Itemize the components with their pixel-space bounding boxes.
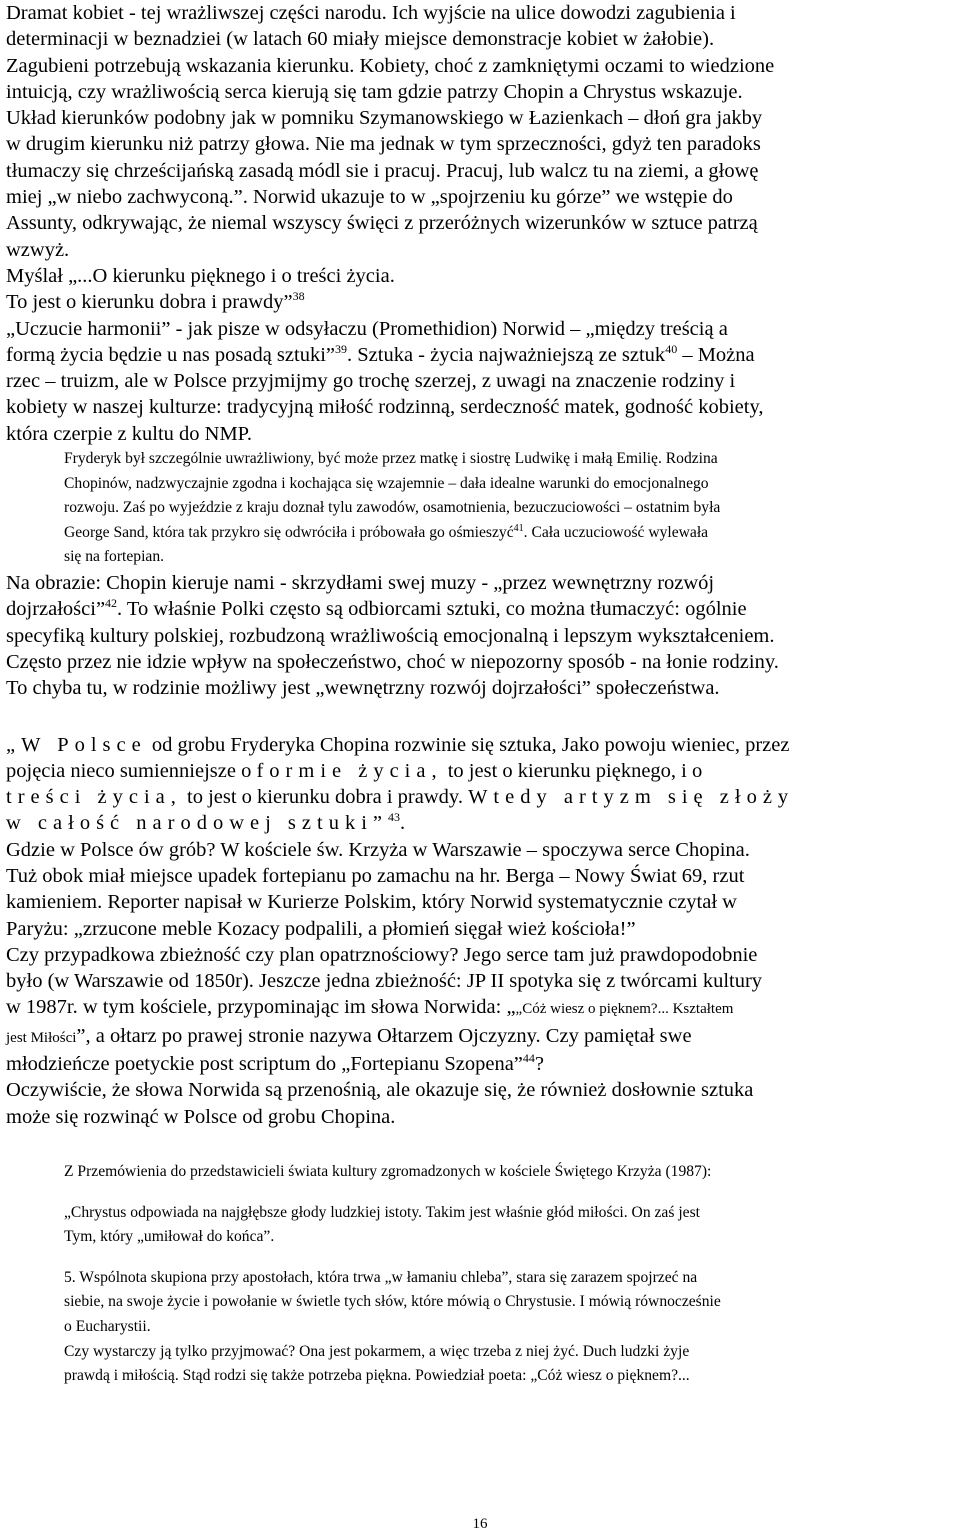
text-line: Assunty, odkrywając, że niemal wszyscy święci z przeróżnych wizerunków w sztuce patrzą bbox=[6, 212, 758, 235]
footnote-ref-44: 44 bbox=[522, 1051, 535, 1066]
paragraph-3 bbox=[6, 732, 954, 1130]
text-span: formą życia będzie u nas posadą sztuki” bbox=[6, 343, 336, 366]
text-span: w 1987r. w tym kościele, przypominając im słowa Norwida: „ bbox=[6, 996, 516, 1019]
speech-line: 5. Wspólnota skupiona przy apostołach, która trwa „w łamaniu chleba”, stara się zarazem spojrzeć na bbox=[64, 1268, 698, 1286]
quote-line: rozwoju. Zaś po wyjeździe z kraju doznał tylu zawodów, osamotnienia, bezuczuciowości – ostatnim była bbox=[64, 499, 721, 517]
spaced-text: Wtedy artyzm się złoży bbox=[468, 786, 795, 809]
text-span: George Sand, która tak przykro się odwróciła i próbowała go ośmieszyć bbox=[64, 523, 514, 541]
text-line: miej „w niebo zachwyconą.”. Norwid ukazuje to w „spojrzeniu ku górze” we wstępie do bbox=[6, 186, 733, 209]
text-span: pojęcia nieco sumienniejsze o bbox=[6, 759, 257, 782]
quote-line: się na fortepian. bbox=[64, 548, 165, 566]
text-span: – Można bbox=[677, 343, 755, 366]
document-page bbox=[6, 0, 954, 1389]
spacer bbox=[6, 702, 954, 732]
small-text: jest Miłości bbox=[6, 1029, 77, 1046]
spacer bbox=[6, 1130, 954, 1160]
text-line: specyfiką kultury polskiej, rozbudzoną wrażliwością emocjonalną i lepszym wykształceniem. bbox=[6, 624, 775, 647]
footnote-ref-41: 41 bbox=[513, 522, 524, 534]
speech-block bbox=[6, 1160, 954, 1389]
text-line: Gdzie w Polsce ów grób? W kościele św. Krzyża w Warszawie – spoczywa serce Chopina. bbox=[6, 838, 750, 861]
speech-line: „Chrystus odpowiada na najgłębsze głody ludzkiej istoty. Takim jest właśnie głód miłości. On zaś jest bbox=[64, 1203, 700, 1221]
text-line: która czerpie z kultu do NMP. bbox=[6, 422, 252, 445]
text-line bbox=[6, 342, 954, 368]
quote-line bbox=[64, 521, 954, 546]
text-line: wzwyż. bbox=[6, 238, 70, 261]
text-line: kobiety w naszej kulturze: tradycyjną miłość rodzinną, serdeczność matek, godność kobiety, bbox=[6, 396, 764, 419]
text-line bbox=[6, 732, 954, 758]
text-line: Tuż obok miał miejsce upadek fortepianu po zamachu na hr. Berga – Nowy Świat 69, rzut bbox=[6, 864, 745, 887]
text-line: Myślał „...O kierunku pięknego i o treści życia. bbox=[6, 264, 395, 287]
text-span: to jest o kierunku pięknego, i o bbox=[442, 759, 703, 782]
text-line: Paryżu: „zrzucone meble Kozacy podpalili, a płomień sięgał wież kościoła!” bbox=[6, 917, 636, 940]
text-line bbox=[6, 810, 954, 836]
text-line: Oczywiście, że słowa Norwida są przenośnią, ale okazuje się, że również dosłownie sztuka bbox=[6, 1079, 754, 1102]
text-line: Dramat kobiet - tej wrażliwszej części narodu. Ich wyjście na ulice dowodzi zagubienia i bbox=[6, 2, 736, 24]
footnote-ref-42: 42 bbox=[105, 596, 118, 611]
text-span: to jest o kierunku dobra i prawdy. bbox=[181, 786, 469, 809]
text-line: „Uczucie harmonii” - jak pisze w odsyłaczu (Promethidion) Norwid – „między treścią a bbox=[6, 317, 728, 340]
spacer bbox=[6, 1250, 954, 1266]
text-line bbox=[6, 289, 954, 315]
text-span: od grobu Fryderyka Chopina rozwinie się sztuka, Jako powoju wieniec, przez bbox=[146, 733, 790, 756]
text-span: ? bbox=[534, 1053, 545, 1076]
text-line bbox=[6, 1051, 954, 1077]
text-span: . Sztuka - życia najważniejszą ze sztuk bbox=[347, 343, 666, 366]
paragraph-1 bbox=[6, 0, 954, 447]
spaced-text: w całość narodowej sztuki” bbox=[6, 812, 388, 835]
text-line: Na obrazie: Chopin kieruje nami - skrzydłami swej muzy - „przez wewnętrzny rozwój bbox=[6, 572, 715, 595]
speech-line: prawdą i miłością. Stąd rodzi się także potrzeba piękna. Powiedział poeta: „Cóż wiesz o pięknem?... bbox=[64, 1367, 690, 1385]
text-line bbox=[6, 784, 954, 810]
spaced-text: formie życia, bbox=[256, 759, 443, 782]
quote-line: Chopinów, nadzwyczajnie zgodna i kochająca się wzajemnie – dała idealne warunki do emocjonalnego bbox=[64, 474, 709, 492]
page-number: 16 bbox=[472, 1516, 488, 1532]
text-span: . Cała uczuciowość wylewała bbox=[523, 523, 709, 541]
text-span: ”, a ołtarz po prawej stronie nazywa Ołtarzem Ojczyzny. Czy pamiętał swe bbox=[76, 1024, 692, 1047]
speech-line: Tym, który „umiłował do końca”. bbox=[64, 1228, 275, 1246]
speech-line: o Eucharystii. bbox=[64, 1317, 151, 1335]
text-span: To jest o kierunku dobra i prawdy” bbox=[6, 291, 293, 314]
text-line: determinacji w beznadziei (w latach 60 miały miejsce demonstracje kobiet w żałobie). bbox=[6, 28, 715, 51]
text-line: rzec – truizm, ale w Polsce przyjmijmy go trochę szerzej, z uwagi na znaczenie rodziny i bbox=[6, 370, 736, 393]
text-line: może się rozwinąć w Polsce od grobu Chopina. bbox=[6, 1105, 396, 1128]
speech-line: siebie, na swoje życie i powołanie w świetle tych słów, które mówią o Chrystusie. I mówią równocześnie bbox=[64, 1293, 721, 1311]
text-line: Często przez nie idzie wpływ na społeczeństwo, choć w niepozorny sposób - na łonie rodziny. bbox=[6, 650, 779, 673]
text-line bbox=[6, 758, 954, 784]
quote-block-1 bbox=[6, 447, 954, 570]
text-span: młodzieńcze poetyckie post scriptum do „Fortepianu Szopena” bbox=[6, 1053, 523, 1076]
text-line: w drugim kierunku niż patrzy głowa. Nie ma jednak w tym sprzeczności, gdyż ten paradoks bbox=[6, 133, 761, 156]
speech-line: Czy wystarczy ją tylko przyjmować? Ona jest pokarmem, a więc trzeba z niej żyć. Duch ludzki żyje bbox=[64, 1342, 690, 1360]
footnote-ref-38: 38 bbox=[292, 289, 305, 304]
text-line: kamieniem. Reporter napisał w Kurierze Polskim, który Norwid systematycznie czytał w bbox=[6, 891, 737, 914]
text-line: tłumaczy się chrześcijańską zasadą módl sie i pracuj. Pracuj, lub walcz tu na ziemi, a głowę bbox=[6, 159, 759, 182]
text-line: Układ kierunków podobny jak w pomniku Szymanowskiego w Łazienkach – dłoń gra jakby bbox=[6, 107, 763, 130]
quote-line: Fryderyk był szczególnie uwrażliwiony, być może przez matkę i siostrę Ludwikę i małą Emilię. Rodzina bbox=[64, 450, 718, 468]
spacer bbox=[6, 1185, 954, 1201]
footnote-ref-39: 39 bbox=[335, 342, 348, 357]
footnote-ref-43: 43 bbox=[388, 810, 400, 825]
text-line: Czy przypadkowa zbieżność czy plan opatrznościowy? Jego serce tam już prawdopodobnie bbox=[6, 943, 758, 966]
text-line: Zagubieni potrzebują wskazania kierunku. Kobiety, choć z zamkniętymi oczami to wiedzione bbox=[6, 54, 775, 77]
paragraph-2 bbox=[6, 570, 954, 701]
text-line bbox=[6, 994, 954, 1022]
text-line bbox=[6, 1023, 954, 1051]
text-line bbox=[6, 596, 954, 622]
text-span: . To właśnie Polki często są odbiorcami sztuki, co można tłumaczyć: ogólnie bbox=[117, 598, 747, 621]
spaced-text: treści życia, bbox=[6, 786, 182, 809]
spaced-text: „W Polsce bbox=[6, 733, 147, 756]
speech-intro: Z Przemówienia do przedstawicieli świata kultury zgromadzonych w kościele Świętego Krzyża (1987): bbox=[64, 1162, 712, 1180]
footnote-ref-40: 40 bbox=[665, 342, 678, 357]
text-span: . bbox=[400, 812, 406, 835]
small-text: „Cóż wiesz o pięknem?... Kształtem bbox=[515, 1001, 734, 1018]
text-span: dojrzałości” bbox=[6, 598, 106, 621]
text-line: było (w Warszawie od 1850r). Jeszcze jedna zbieżność: JP II spotyka się z twórcami kultury bbox=[6, 970, 763, 993]
text-line: intuicją, czy wrażliwością serca kierują się tam gdzie patrzy Chopin a Chrystus wskazuje. bbox=[6, 80, 743, 103]
text-line: To chyba tu, w rodzinie możliwy jest „wewnętrzny rozwój dojrzałości” społeczeństwa. bbox=[6, 677, 720, 700]
